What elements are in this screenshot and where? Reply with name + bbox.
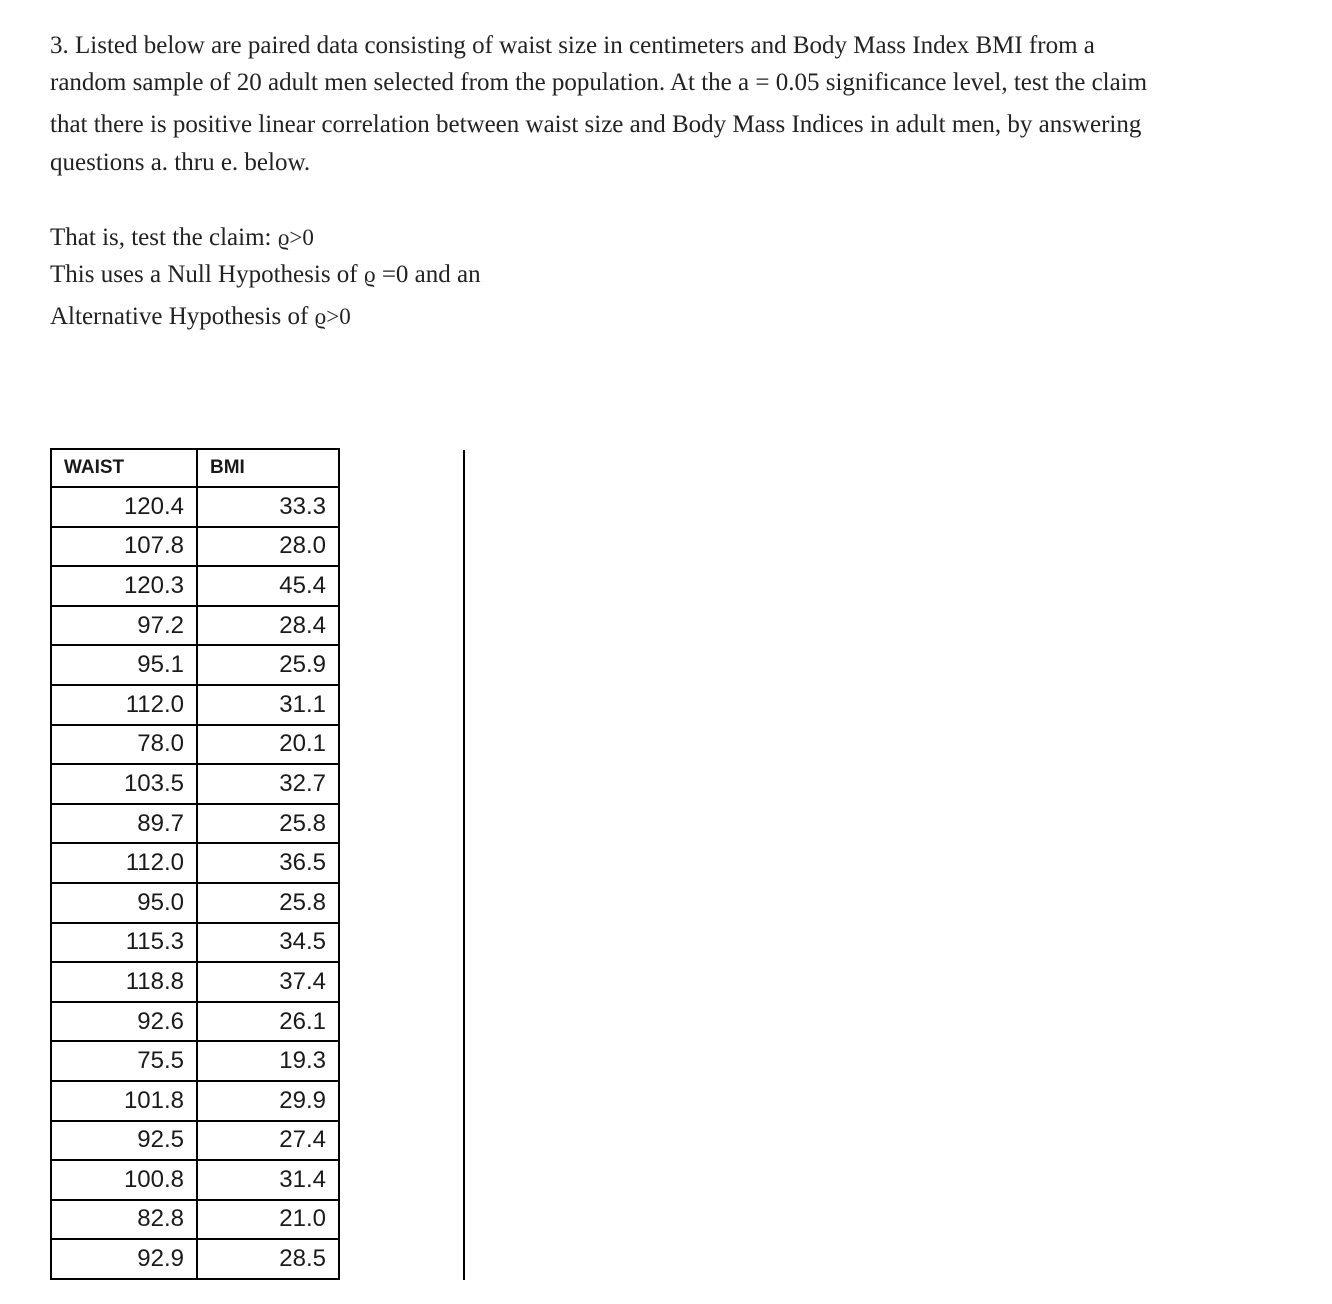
- table-row: [51, 1081, 339, 1121]
- bmi-cell: 28.5: [197, 1239, 339, 1279]
- bmi-cell: 19.3: [197, 1041, 339, 1081]
- table-row: [51, 1121, 339, 1161]
- table-row: [51, 1160, 339, 1200]
- waist-cell: 120.3: [51, 566, 197, 606]
- null-suffix: =0 and an: [375, 261, 481, 288]
- waist-cell: 97.2: [51, 606, 197, 646]
- question-line-4: questions a. thru e. below.: [50, 149, 311, 176]
- table-row: [51, 843, 339, 883]
- claim-expression: ϱ>0: [277, 225, 314, 250]
- table-row: [51, 1041, 339, 1081]
- table-row: [51, 725, 339, 765]
- table-row: [51, 1002, 339, 1042]
- bmi-cell: 36.5: [197, 843, 339, 883]
- bmi-cell: 20.1: [197, 725, 339, 765]
- bmi-cell: 25.8: [197, 883, 339, 923]
- waist-cell: 120.4: [51, 487, 197, 527]
- header-waist: WAIST: [51, 449, 197, 487]
- bmi-cell: 31.4: [197, 1160, 339, 1200]
- waist-cell: 89.7: [51, 804, 197, 844]
- waist-bmi-table: [50, 448, 340, 1280]
- claim-prefix: That is, test the claim:: [50, 224, 278, 251]
- bmi-cell: 28.0: [197, 527, 339, 567]
- alt-expression: ϱ>0: [314, 304, 351, 329]
- table-row: [51, 962, 339, 1002]
- waist-cell: 95.0: [51, 883, 197, 923]
- waist-cell: 118.8: [51, 962, 197, 1002]
- waist-cell: 92.5: [51, 1121, 197, 1161]
- table-row: [51, 685, 339, 725]
- table-header-row: [51, 449, 339, 487]
- bmi-cell: 33.3: [197, 487, 339, 527]
- waist-cell: 82.8: [51, 1200, 197, 1240]
- table-row: [51, 1239, 339, 1279]
- table-row: [51, 883, 339, 923]
- null-hypothesis-line: [50, 260, 481, 290]
- data-table-container: [50, 448, 340, 1280]
- table-row: [51, 566, 339, 606]
- alt-prefix: Alternative Hypothesis of: [50, 303, 315, 330]
- waist-cell: 100.8: [51, 1160, 197, 1200]
- null-rho-symbol: ϱ: [363, 262, 376, 287]
- waist-cell: 101.8: [51, 1081, 197, 1121]
- alternative-hypothesis-line: [50, 302, 351, 332]
- table-row: [51, 1200, 339, 1240]
- waist-cell: 112.0: [51, 843, 197, 883]
- waist-cell: 95.1: [51, 645, 197, 685]
- claim-line: [50, 223, 314, 253]
- bmi-cell: 29.9: [197, 1081, 339, 1121]
- table-row: [51, 764, 339, 804]
- table-row: [51, 645, 339, 685]
- bmi-cell: 21.0: [197, 1200, 339, 1240]
- table-row: [51, 804, 339, 844]
- table-row: [51, 923, 339, 963]
- waist-cell: 112.0: [51, 685, 197, 725]
- bmi-cell: 25.8: [197, 804, 339, 844]
- waist-cell: 92.9: [51, 1239, 197, 1279]
- header-bmi: BMI: [197, 449, 339, 487]
- table-row: [51, 527, 339, 567]
- bmi-cell: 45.4: [197, 566, 339, 606]
- vertical-divider: [463, 450, 465, 1280]
- table-row: [51, 606, 339, 646]
- question-line-3: that there is positive linear correlation between waist size and Body Mass Indices in adult men, by answering: [50, 111, 1142, 138]
- bmi-cell: 25.9: [197, 645, 339, 685]
- table-row: [51, 487, 339, 527]
- waist-cell: 92.6: [51, 1002, 197, 1042]
- bmi-cell: 27.4: [197, 1121, 339, 1161]
- question-line-2: random sample of 20 adult men selected from the population. At the a = 0.05 significance level, test the claim: [50, 69, 1148, 96]
- waist-cell: 75.5: [51, 1041, 197, 1081]
- bmi-cell: 26.1: [197, 1002, 339, 1042]
- waist-cell: 115.3: [51, 923, 197, 963]
- waist-cell: 103.5: [51, 764, 197, 804]
- waist-cell: 78.0: [51, 725, 197, 765]
- bmi-cell: 28.4: [197, 606, 339, 646]
- waist-cell: 107.8: [51, 527, 197, 567]
- bmi-cell: 34.5: [197, 923, 339, 963]
- bmi-cell: 32.7: [197, 764, 339, 804]
- bmi-cell: 37.4: [197, 962, 339, 1002]
- null-prefix: This uses a Null Hypothesis of: [50, 261, 364, 288]
- bmi-cell: 31.1: [197, 685, 339, 725]
- question-line-1: 3. Listed below are paired data consisting of waist size in centimeters and Body Mass Index BMI from a: [50, 32, 1095, 59]
